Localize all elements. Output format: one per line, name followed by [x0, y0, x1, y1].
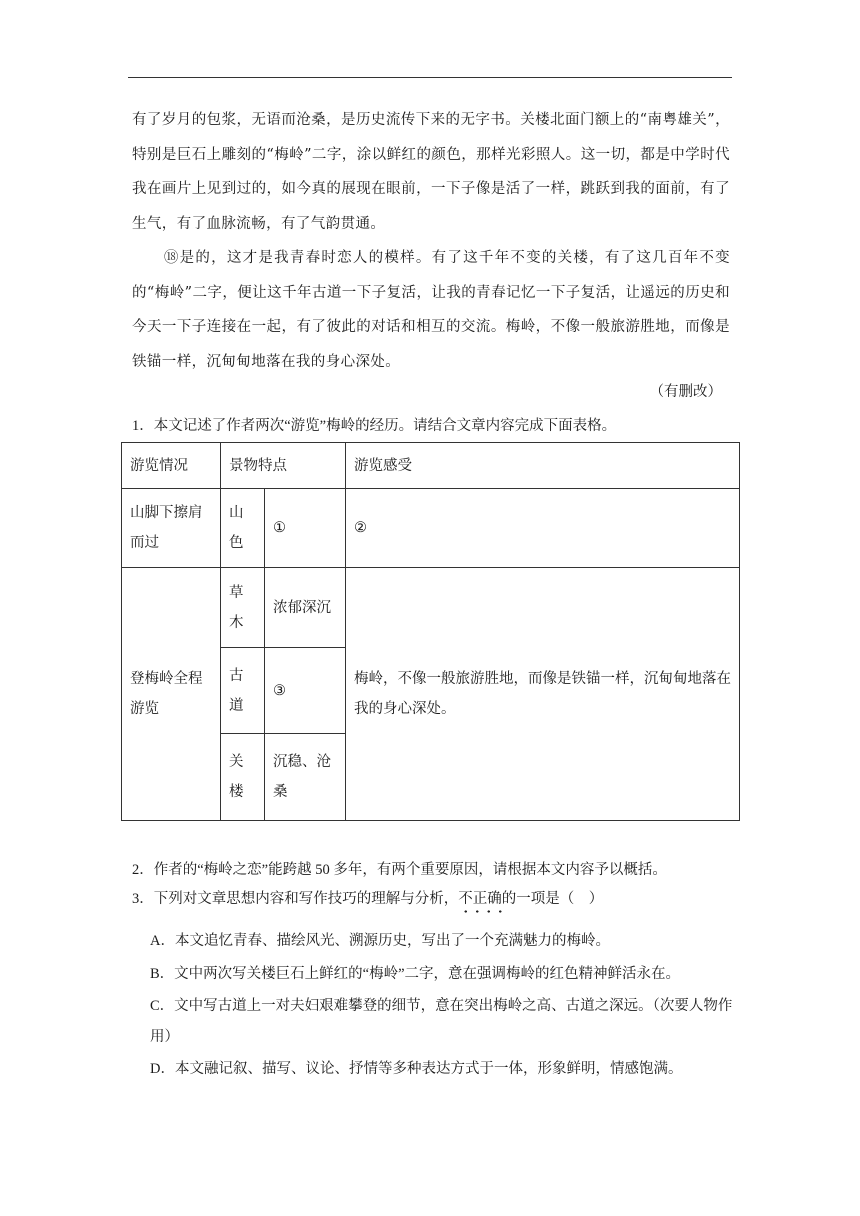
feeling-full-tour: 梅岭，不像一般旅游胜地，而像是铁锚一样，沉甸甸地落在我的身心深处。	[346, 568, 740, 821]
item-pass-tower: 关楼	[229, 754, 244, 800]
passage-paragraph-1: 有了岁月的包浆，无语而沧桑，是历史流传下来的无字书。关楼北面门额上的“南粤雄关”，特别是巨石上雕刻的“梅岭”二字，涂以鲜红的颜色，那样光彩照人。这一切，都是中学时代我在画片上见到过的，如今真的展现在眼前，一下子像是活了一样，跳跃到我的面前，有了生气，有了血脉流畅，有了气韵贯通。	[132, 112, 730, 232]
table-row	[122, 568, 740, 648]
source-note: （有删改）	[649, 384, 722, 400]
question-3-stem: 3．下列对文章思想内容和写作技巧的理解与分析，	[132, 891, 459, 907]
header-visit: 游览情况	[122, 443, 221, 489]
question-1: 1．本文记述了作者两次“游览”梅岭的经历。请结合文章内容完成下面表格。	[132, 418, 617, 434]
question-3-options	[150, 926, 734, 1087]
passage-paragraph-2: ⑱是的，这才是我青春时恋人的模样。有了这千年不变的关楼，有了这几百年不变的“梅岭”二字，便让这千年古道一下子复活，让我的青春记忆一下子复活，让遥远的历史和今天一下子连接在一起，有了彼此的对话和相互的交流。梅岭，不像一般旅游胜地，而像是铁锚一样，沉甸甸地落在我的身心深处。	[132, 250, 730, 370]
emphasis-not-correct: 不正确	[458, 891, 502, 907]
option-c[interactable]: C．文中写古道上一对夫妇艰难攀登的细节，意在突出梅岭之高、古道之深远。（次要人物作用）	[150, 998, 733, 1045]
option-b[interactable]: B．文中两次写关楼巨石上鲜红的“梅岭”二字，意在强调梅岭的红色精神鲜活永在。	[150, 965, 681, 982]
item-vegetation: 草木	[229, 584, 244, 631]
question-2: 2．作者的“梅岭之恋”能跨越 50 多年，有两个重要原因，请根据本文内容予以概括。	[132, 862, 667, 878]
answer-table	[121, 442, 740, 821]
header-rule	[128, 77, 732, 78]
option-a[interactable]: A．本文追忆青春、描绘风光、溯源历史，写出了一个充满魅力的梅岭。	[150, 933, 610, 949]
row-label-full-tour: 登梅岭全程游览	[122, 568, 221, 821]
row-label-foothill: 山脚下擦肩而过	[122, 489, 221, 568]
blank-1[interactable]: ①	[265, 489, 346, 568]
blank-2[interactable]: ②	[346, 489, 740, 568]
reading-passage	[132, 103, 730, 379]
item-ancient-road: 古道	[229, 667, 244, 714]
header-feeling: 游览感受	[346, 443, 740, 489]
header-scenery: 景物特点	[221, 443, 346, 489]
feature-pass-tower: 沉稳、沧桑	[265, 734, 346, 821]
question-3	[132, 887, 603, 908]
table-row	[122, 489, 740, 568]
feature-vegetation: 浓郁深沉	[265, 568, 346, 648]
question-3-stem-end: 的一项是（ ）	[501, 891, 604, 907]
blank-3[interactable]: ③	[265, 648, 346, 734]
table-header-row	[122, 443, 740, 489]
item-mountain-color: 山色	[229, 505, 244, 551]
option-d[interactable]: D．本文融记叙、描写、议论、抒情等多种表达方式于一体，形象鲜明，情感饱满。	[150, 1061, 683, 1077]
